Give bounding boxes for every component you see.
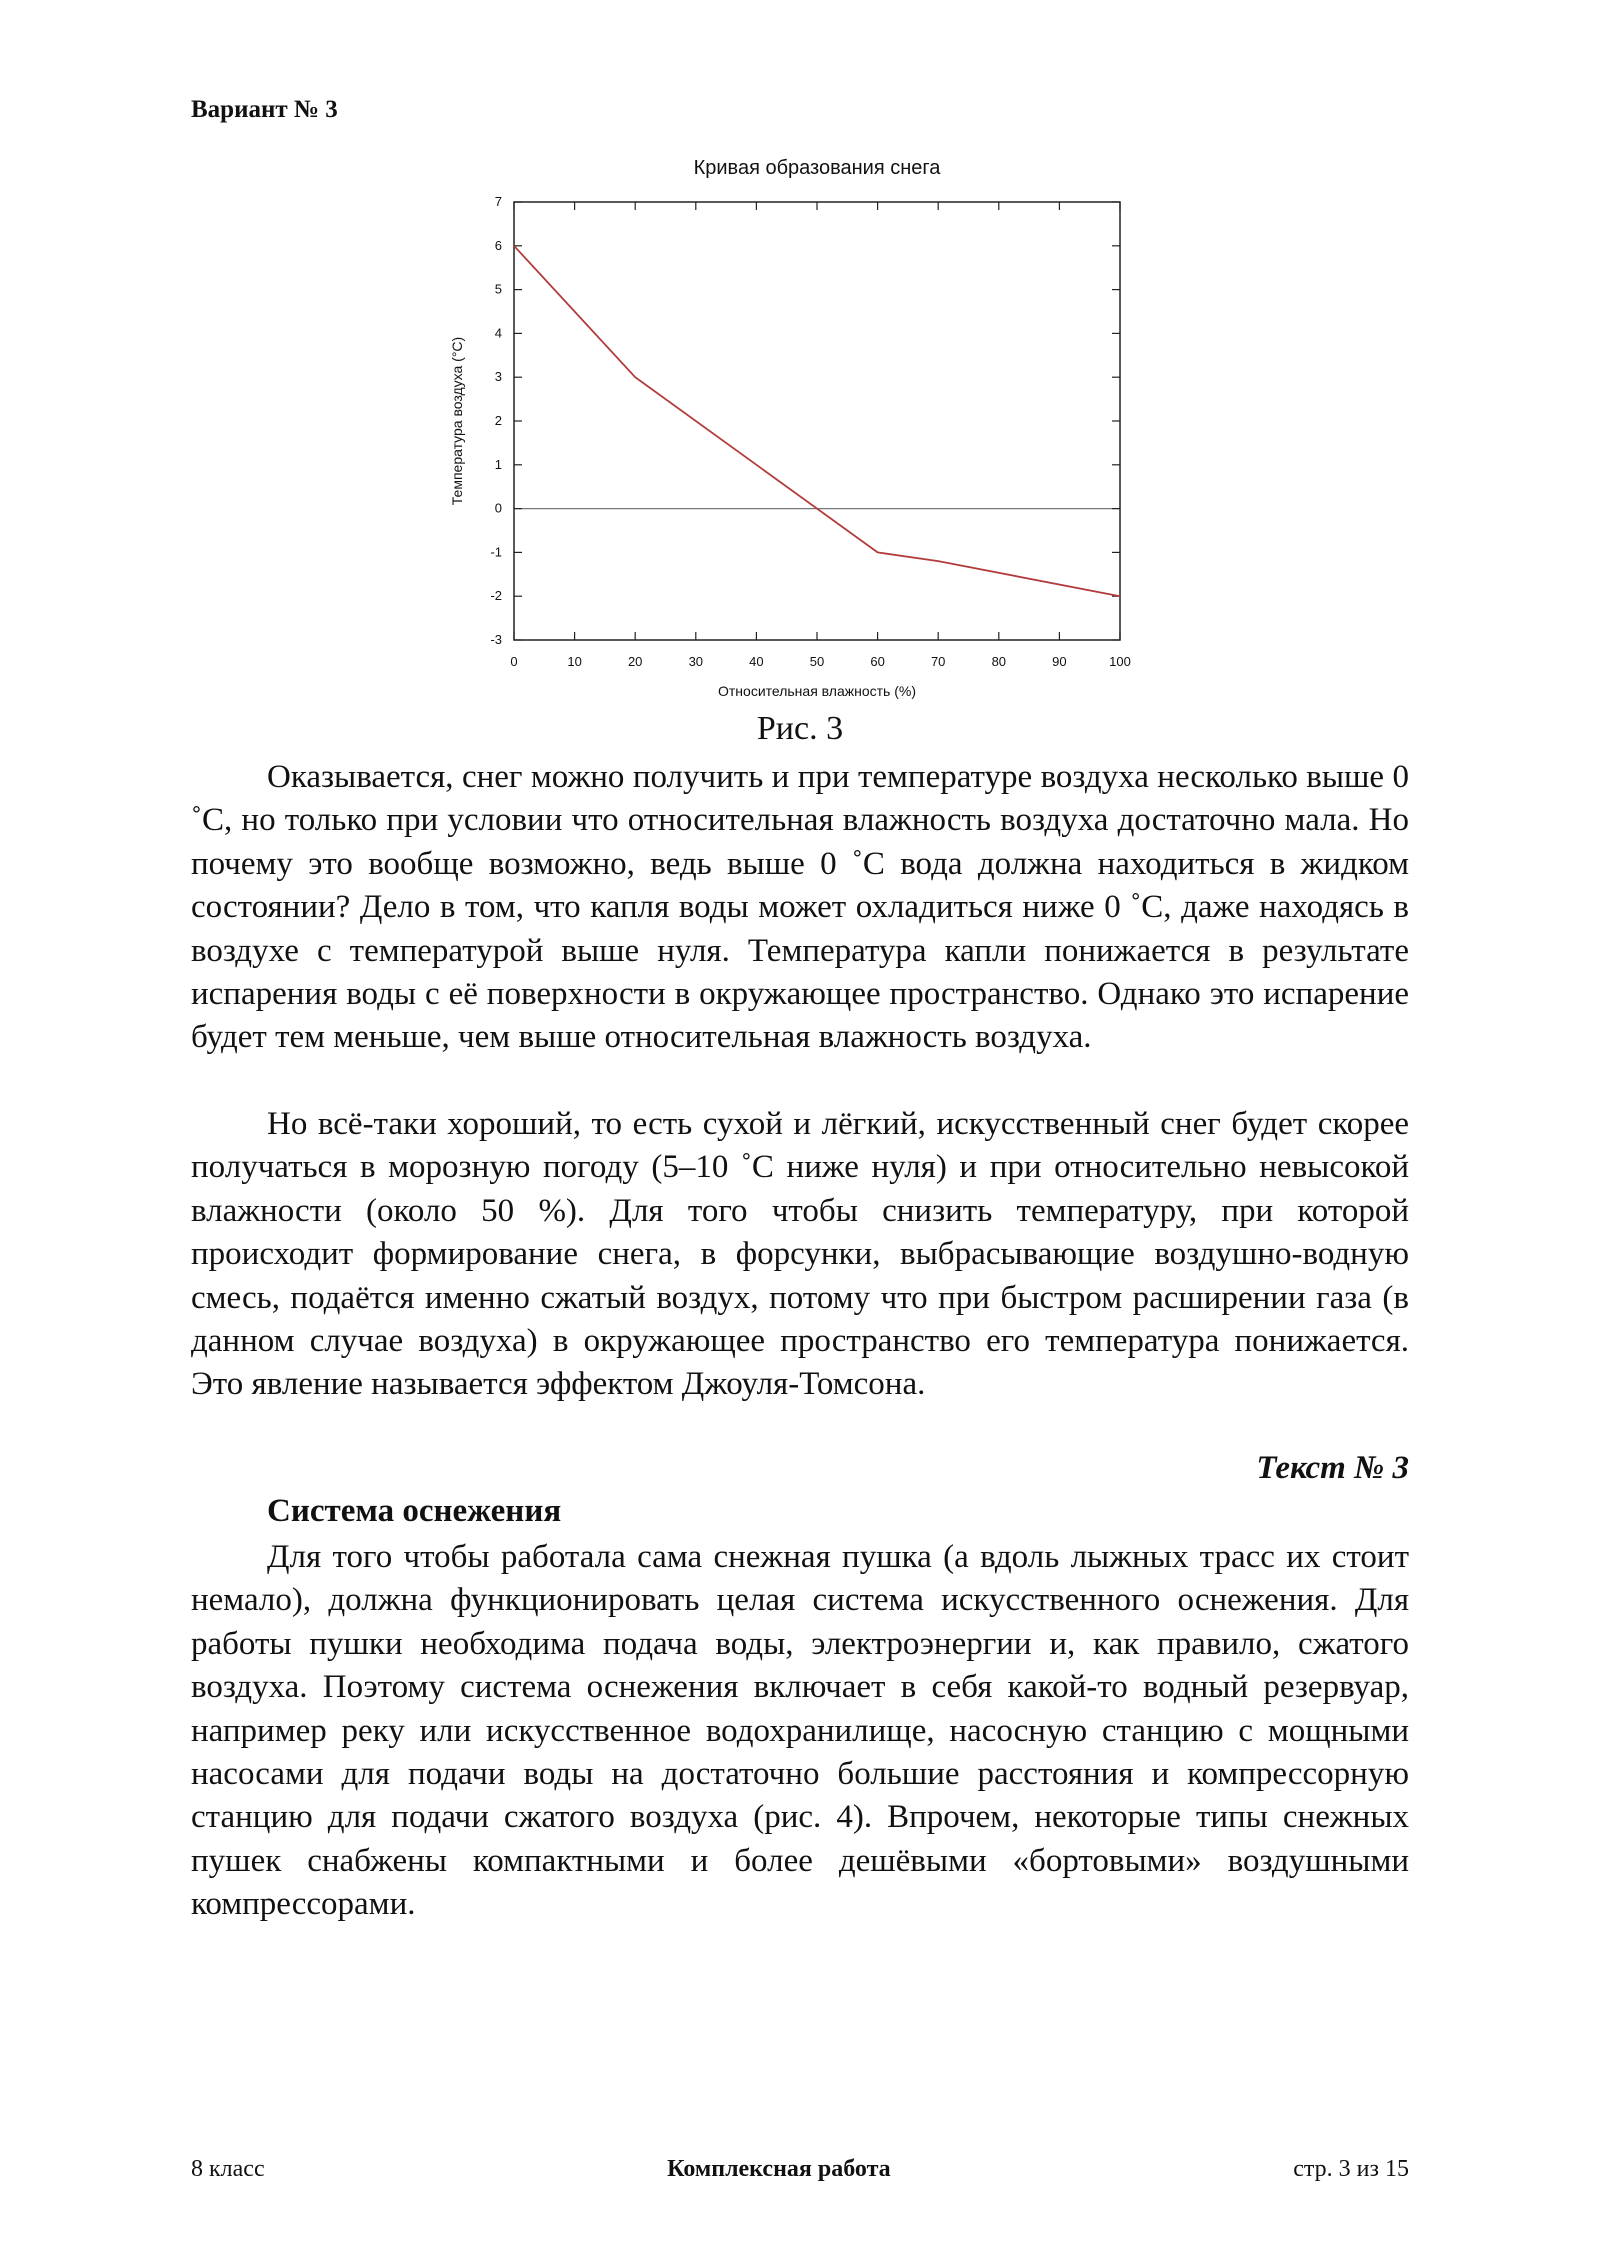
- x-tick-label-7: 70: [930, 654, 946, 669]
- section-title: Система оснежения: [267, 1493, 562, 1529]
- series-line-0: [514, 246, 1120, 596]
- x-tick-label-1: 10: [567, 654, 582, 669]
- y-tick-label-3: 0: [494, 500, 502, 516]
- footer-title: Комплексная работа: [667, 2156, 891, 2182]
- y-axis-label: Температура воздуха (°C): [449, 336, 465, 506]
- x-tick-label-5: 50: [809, 654, 825, 669]
- y-tick-label-8: 5: [494, 281, 502, 297]
- x-tick-label-0: 0: [510, 654, 518, 669]
- y-tick-label-7: 4: [494, 325, 502, 341]
- paragraph-2-block: [191, 1103, 1409, 1407]
- footer-grade: 8 класс: [191, 2156, 265, 2182]
- x-tick-label-9: 90: [1052, 654, 1067, 669]
- paragraph-1-block: [191, 756, 1409, 1060]
- y-tick-label-4: 1: [494, 456, 502, 472]
- figure-caption: Рис. 3: [756, 710, 844, 747]
- footer-page-number: стр. 3 из 15: [1293, 2156, 1409, 2182]
- y-tick-label-1: -2: [490, 588, 502, 604]
- y-tick-label-6: 3: [494, 369, 502, 385]
- snow-formation-chart: [440, 140, 1160, 720]
- paragraph-2: Но всё-таки хороший, то есть сухой и лёгкий, искусственный снег будет скорее получаться в морозную погоду (5–10 ˚С ниже нуля) и при относительно невысокой влажности (около 50 %). Для того чтобы снизить температуру, при которой происходит формирование снега, в форсунки, выбрасывающие воздушно-водную смесь, подаётся именно сжатый воздух, потому что при быстром расширении газа (в данном случае воздуха) в окружающее пространство его температура понижается. Это явление называется эффектом Джоуля-Томсона.: [191, 1106, 1409, 1403]
- y-tick-label-10: 7: [494, 194, 502, 209]
- y-tick-label-5: 2: [494, 413, 502, 428]
- x-tick-label-4: 40: [749, 654, 764, 669]
- text-number-label: Текст № 3: [1256, 1450, 1409, 1486]
- chart-svg: [440, 140, 1160, 720]
- x-axis-label: Относительная влажность (%): [718, 683, 916, 699]
- page-footer: [191, 2156, 1409, 2183]
- paragraph-1: Оказывается, снег можно получить и при температуре воздуха несколько выше 0 ˚С, но только при условии что относительная влажность воздуха достаточно мала. Но почему это вообще возможно, ведь выше 0 ˚С вода должна находиться в жидком состоянии? Дело в том, что капля воды может охладиться ниже 0 ˚С, даже находясь в воздухе с температурой выше нуля. Температура капли понижается в результате испарения воды с её поверхности в окружающее пространство. Однако это испарение будет тем меньше, чем выше относительная влажность воздуха.: [191, 759, 1409, 1056]
- ticks-group: [490, 194, 1130, 669]
- variant-heading: Вариант № 3: [191, 96, 338, 123]
- x-tick-label-10: 100: [1109, 654, 1131, 669]
- y-tick-label-2: -1: [490, 544, 502, 560]
- paragraph-3: Для того чтобы работала сама снежная пушка (а вдоль лыжных трасс их стоит немало), должна функционировать целая система искусственного оснежения. Для работы пушки необходима подача воды, электроэнергии и, как правило, сжатого воздуха. Поэтому система оснежения включает в себя какой-то водный резервуар, например реку или искусственное водохранилище, насосную станцию с мощными насосами для подачи воды на достаточно большие расстояния и компрессорную станцию для подачи сжатого воздуха (рис. 4). Впрочем, некоторые типы снежных пушек снабжены компактными и более дешёвыми «бортовыми» воздушными компрессорами.: [191, 1539, 1409, 1923]
- plot-frame: [514, 202, 1120, 640]
- y-tick-label-9: 6: [494, 237, 502, 253]
- y-tick-label-0: -3: [490, 632, 502, 647]
- x-tick-label-8: 80: [991, 654, 1007, 669]
- x-tick-label-2: 20: [627, 654, 643, 669]
- paragraph-3-block: [191, 1536, 1409, 1927]
- x-tick-label-6: 60: [870, 654, 885, 669]
- x-tick-label-3: 30: [688, 654, 704, 669]
- series-group: [514, 246, 1120, 596]
- chart-title: Кривая образования снега: [693, 157, 941, 179]
